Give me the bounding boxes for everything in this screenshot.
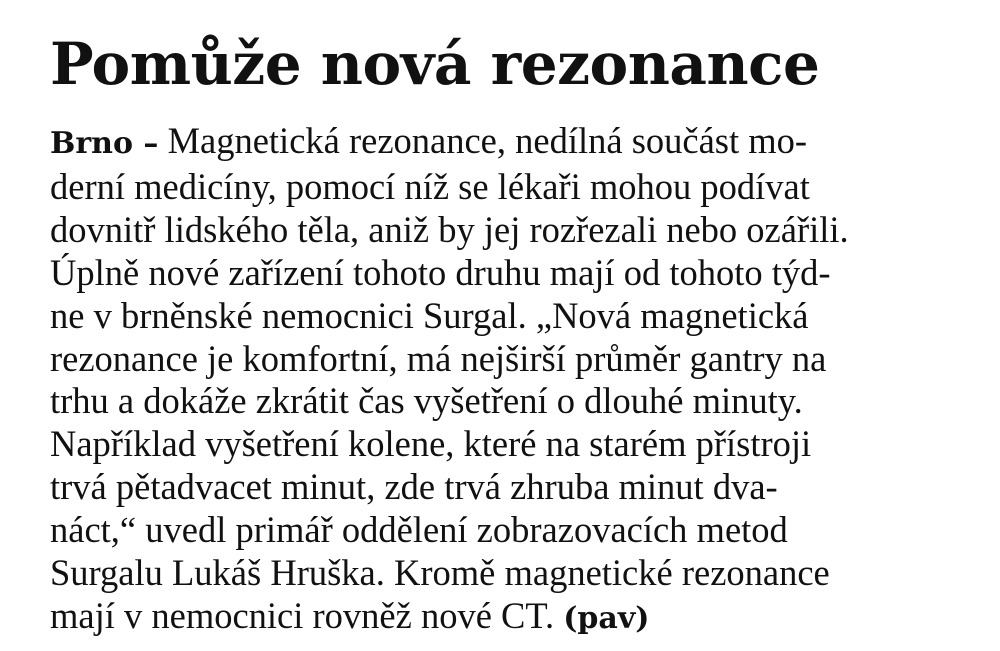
headline: Pomůže nová rezonance — [50, 30, 820, 98]
body-line: trvá pětadvacet minut, zde trvá zhruba minut dva- — [50, 466, 778, 508]
body-line: rezonance je komfortní, má nejširší průměr gantry na — [50, 337, 827, 379]
body-line — [50, 595, 970, 641]
body-line: náct,“ uvedl primář oddělení zobrazovacích metod — [50, 509, 788, 551]
dateline: Brno – — [50, 126, 159, 161]
body-line: Například vyšetření kolene, které na starém přístroji — [50, 423, 812, 465]
body-line: dovnitř lidského těla, aniž by jej rozřezali nebo ozářili. — [50, 208, 849, 250]
body-line — [50, 120, 970, 166]
body-line: ne v brněnské nemocnici Surgal. „Nová magnetická — [50, 294, 809, 336]
article-body — [50, 120, 970, 641]
body-line: Surgalu Lukáš Hruška. Kromě magnetické rezonance — [50, 552, 830, 594]
body-line: Úplně nové zařízení tohoto druhu mají od tohoto týd- — [50, 251, 831, 293]
body-line-text: mají v nemocnici rovněž nové CT. — [50, 594, 564, 636]
body-line-text: Magnetická rezonance, nedílná součást mo- — [158, 120, 808, 161]
body-line: derní medicíny, pomocí níž se lékaři mohou podívat — [50, 165, 810, 207]
article — [50, 28, 970, 641]
body-line: trhu a dokáže zkrátit čas vyšetření o dlouhé minuty. — [50, 380, 803, 422]
author-byline: (pav) — [563, 600, 650, 636]
